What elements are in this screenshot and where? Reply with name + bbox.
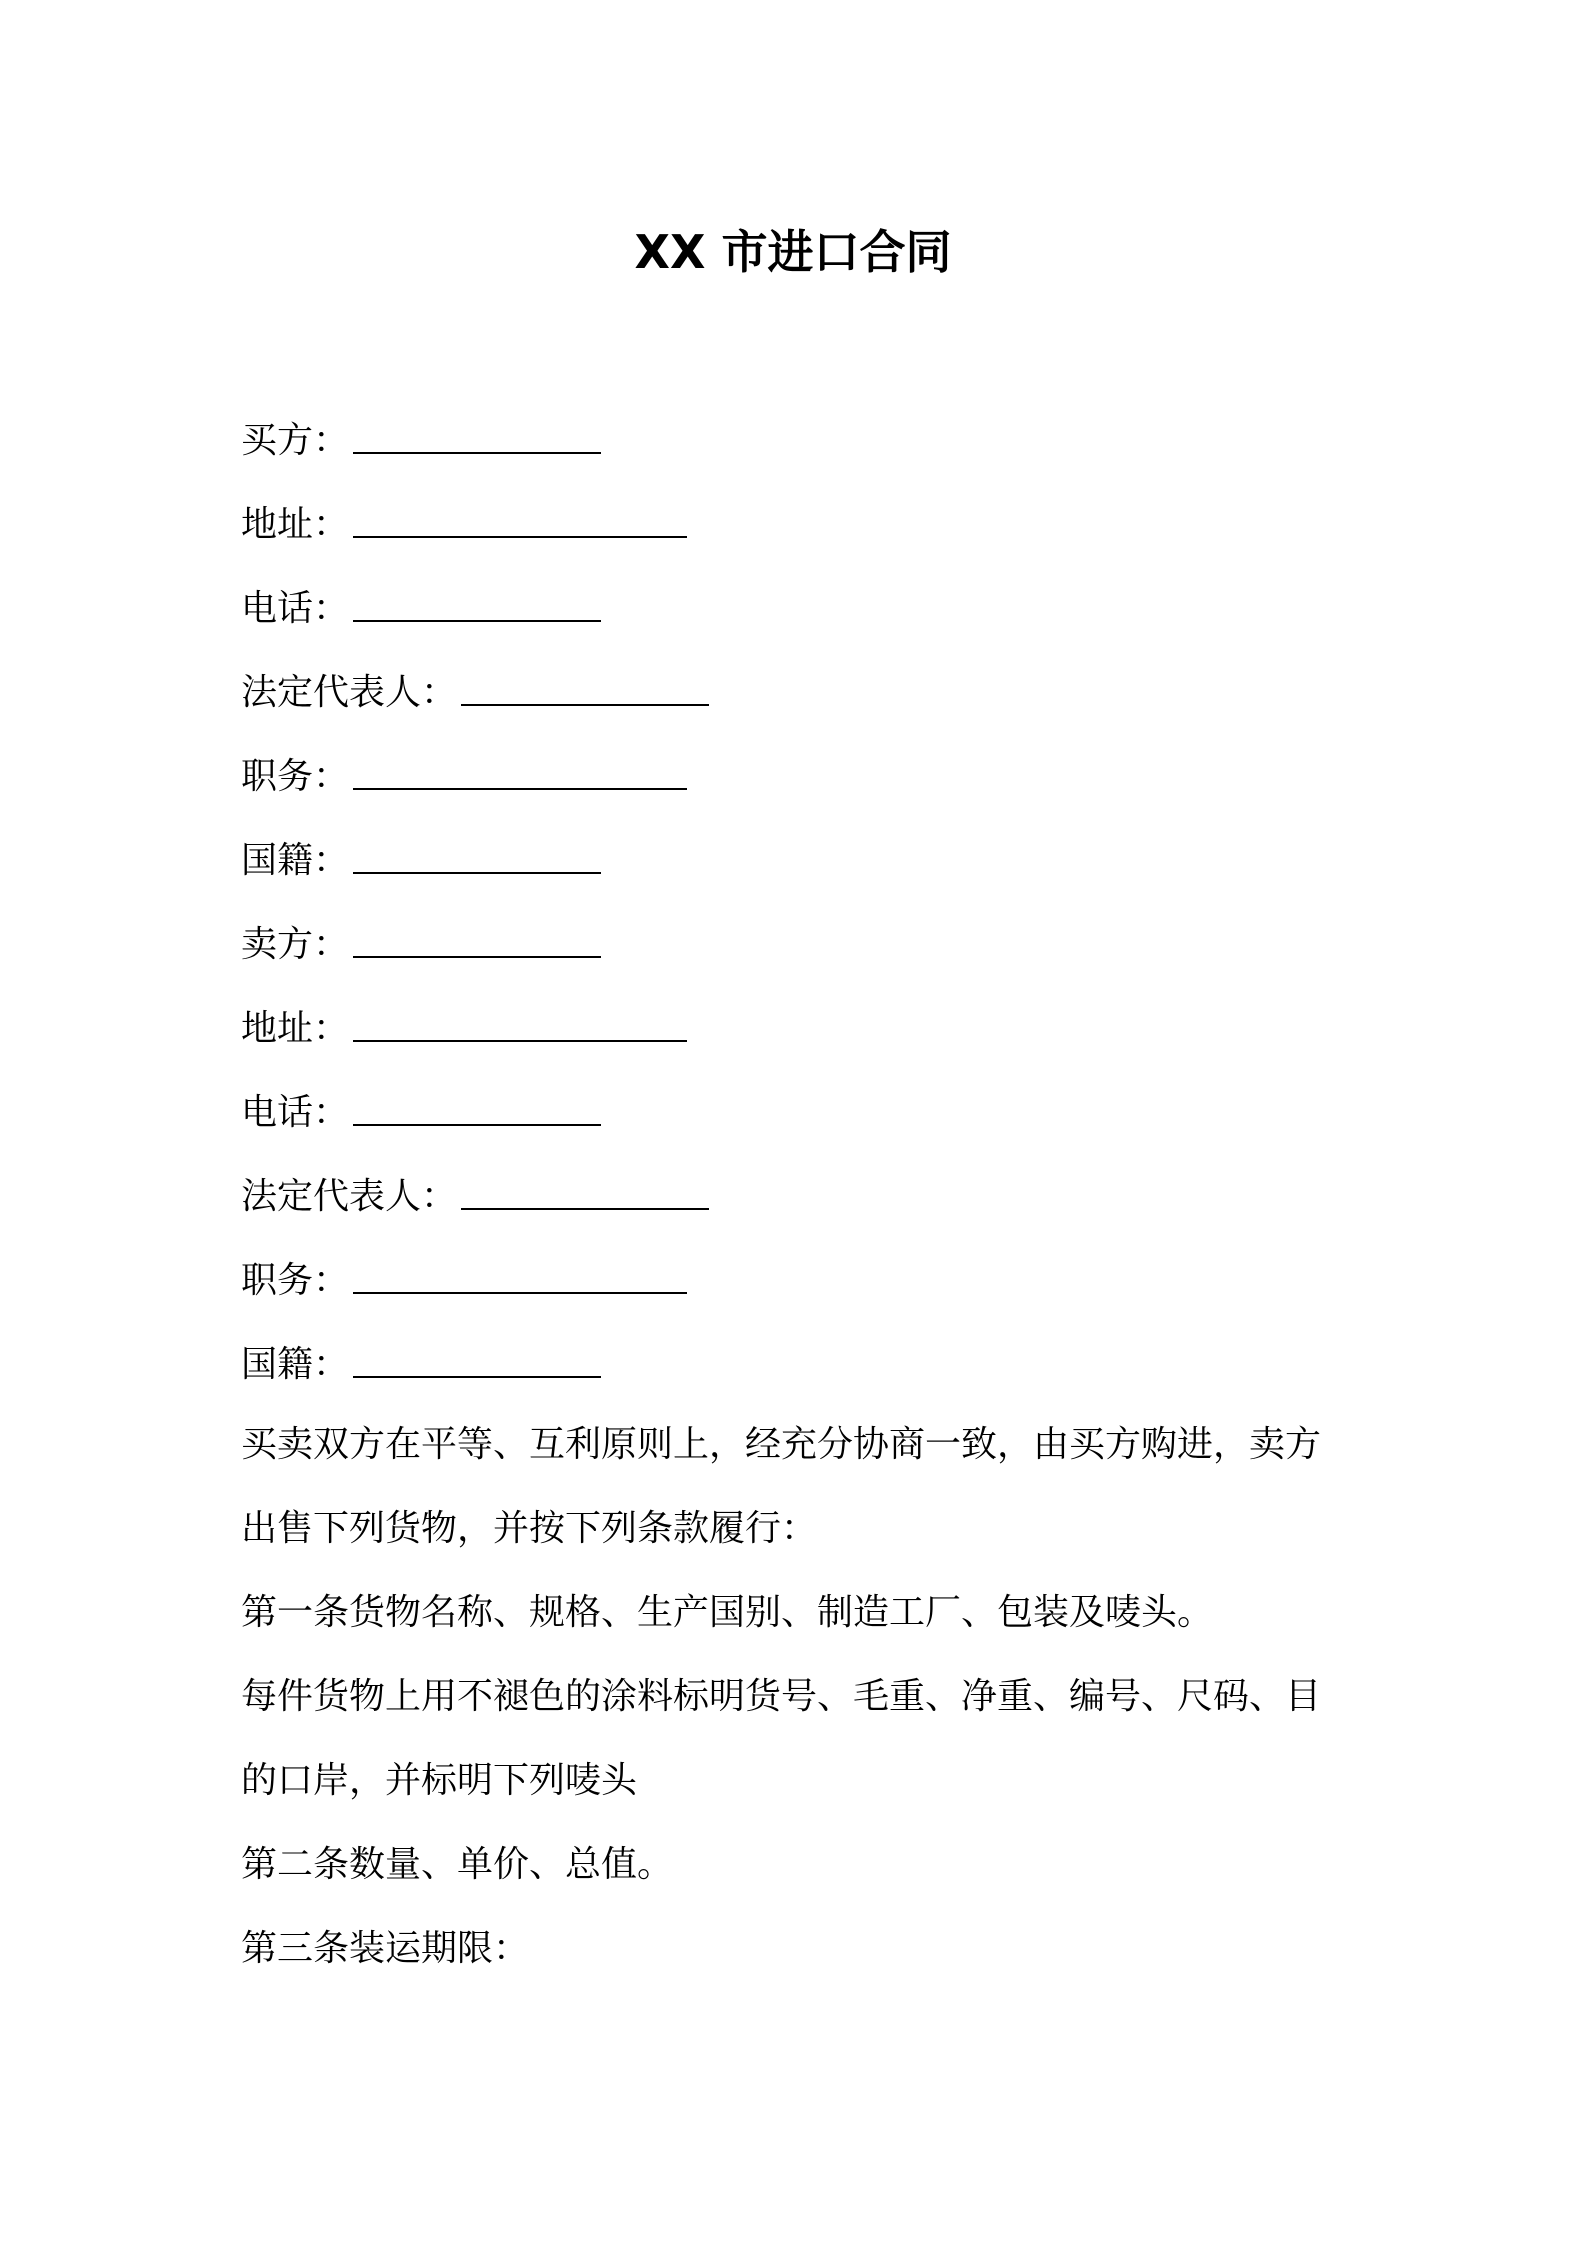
field-label: 职务： [241, 756, 350, 797]
seller-legal-rep-field [241, 1166, 709, 1222]
fill-blank-line [353, 946, 601, 958]
page-title: XX 市进口合同 [634, 225, 952, 279]
buyer-legal-rep-field [241, 662, 709, 718]
fill-blank-line [353, 1114, 601, 1126]
contract-paragraph-line: 出售下列货物，并按下列条款履行： [241, 1508, 818, 1549]
buyer-position-field [241, 746, 687, 802]
contract-paragraph-line: 的口岸，并标明下列唛头 [241, 1760, 638, 1801]
buyer-nationality-field [241, 830, 601, 886]
field-label: 法定代表人： [241, 672, 458, 713]
seller-nationality-field [241, 1334, 601, 1390]
article-one-heading: 第一条货物名称、规格、生产国别、制造工厂、包装及唛头。 [241, 1592, 1214, 1633]
field-label: 电话： [241, 588, 350, 629]
fill-blank-line [353, 1030, 687, 1042]
field-label: 职务： [241, 1260, 350, 1301]
fill-blank-line [353, 610, 601, 622]
field-label: 地址： [241, 1008, 350, 1049]
field-label: 电话： [241, 1092, 350, 1133]
fill-blank-line [353, 1282, 687, 1294]
seller-address-field [241, 998, 687, 1054]
seller-phone-field [241, 1082, 601, 1138]
contract-paragraph-line: 每件货物上用不褪色的涂料标明货号、毛重、净重、编号、尺码、目 [241, 1676, 1322, 1717]
fill-blank-line [353, 778, 687, 790]
seller-name-field [241, 914, 601, 970]
field-label: 国籍： [241, 1344, 350, 1385]
fill-blank-line [353, 442, 601, 454]
field-label: 买方： [241, 420, 350, 461]
fill-blank-line [461, 1198, 709, 1210]
article-three-heading: 第三条装运期限： [241, 1928, 530, 1969]
buyer-phone-field [241, 578, 601, 634]
fill-blank-line [353, 862, 601, 874]
field-label: 地址： [241, 504, 350, 545]
field-label: 卖方： [241, 924, 350, 965]
field-label: 法定代表人： [241, 1176, 458, 1217]
fill-blank-line [353, 526, 687, 538]
field-label: 国籍： [241, 840, 350, 881]
fill-blank-line [461, 694, 709, 706]
contract-paragraph-line: 买卖双方在平等、互利原则上，经充分协商一致，由买方购进，卖方 [241, 1424, 1322, 1465]
buyer-address-field [241, 494, 687, 550]
seller-position-field [241, 1250, 687, 1306]
article-two-heading: 第二条数量、单价、总值。 [241, 1844, 674, 1885]
fill-blank-line [353, 1366, 601, 1378]
buyer-name-field [241, 410, 601, 466]
